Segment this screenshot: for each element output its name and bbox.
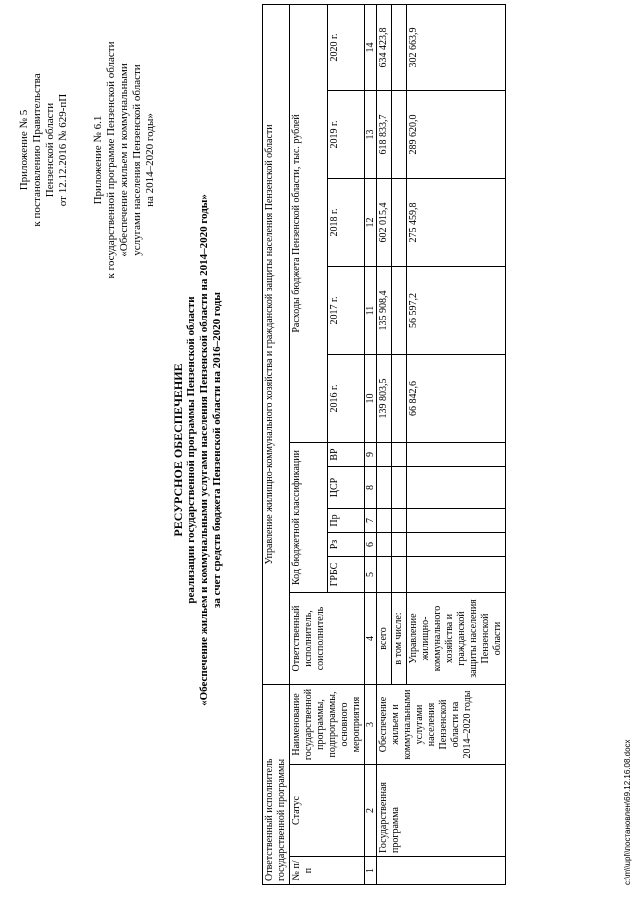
value-cell xyxy=(392,179,407,267)
code-cell xyxy=(377,509,392,533)
code-cell xyxy=(407,533,506,557)
row-executor-total: всего xyxy=(377,593,392,685)
value-2018-department: 275 459,8 xyxy=(407,179,506,267)
column-numbers-row xyxy=(365,4,377,884)
appendix-header xyxy=(18,55,70,245)
sub-appendix-program-years: на 2014–2020 годы» xyxy=(144,113,156,207)
sub-appendix-program-line1: «Обеспечение жильем и коммунальными xyxy=(118,63,130,257)
value-2019-department: 289 620,0 xyxy=(407,91,506,179)
appendix-to: к постановлению Правительства xyxy=(31,73,43,227)
header-year-2020: 2020 г. xyxy=(327,4,365,90)
column-number: 7 xyxy=(365,509,377,533)
header-year-2016: 2016 г. xyxy=(327,355,365,443)
header-year-2018: 2018 г. xyxy=(327,179,365,267)
value-2017-total: 135 908,4 xyxy=(377,267,392,355)
header-executor: Ответственный исполнитель, соисполнитель xyxy=(290,593,365,685)
executor-row xyxy=(263,4,290,884)
file-path-footer: c:\m\\upl\\постановлен\69.12.16.08.docx xyxy=(623,739,632,885)
executor-label: Ответственный исполнитель государственной программы xyxy=(263,685,290,885)
column-number: 8 xyxy=(365,467,377,509)
header-code-vr: ВР xyxy=(327,443,365,467)
row-executor-department: Управление жилищно-коммунального хозяйства и гражданской защиты населения Пензенской области xyxy=(407,593,506,685)
column-number: 14 xyxy=(365,4,377,90)
header-row xyxy=(290,4,328,884)
appendix-date: от 12.12.2016 № 629-пП xyxy=(57,93,69,207)
table-row xyxy=(377,4,392,884)
code-cell xyxy=(407,467,506,509)
row-executor-including: в том числе: xyxy=(392,593,407,685)
column-number: 5 xyxy=(365,557,377,593)
sub-appendix-header xyxy=(92,25,157,295)
appendix-region: Пензенской области xyxy=(44,102,56,198)
header-code-grbs: ГРБС xyxy=(327,557,365,593)
column-number: 6 xyxy=(365,533,377,557)
code-cell xyxy=(392,509,407,533)
code-cell xyxy=(392,467,407,509)
sub-appendix-number: Приложение № 6.1 xyxy=(92,115,104,205)
value-cell xyxy=(392,267,407,355)
title-subtitle: реализации государственной программы Пензенской области xyxy=(185,296,197,604)
code-cell xyxy=(377,467,392,509)
code-cell xyxy=(407,443,506,467)
code-cell xyxy=(377,443,392,467)
resource-table xyxy=(262,4,506,885)
code-cell xyxy=(392,443,407,467)
header-name: Наименование государственной программы, подпрограммы, основного мероприятия xyxy=(290,685,365,765)
column-number: 4 xyxy=(365,593,377,685)
code-cell xyxy=(407,557,506,593)
value-2018-total: 602 015,4 xyxy=(377,179,392,267)
executor-value: Управление жилищно-коммунального хозяйства и гражданской защиты населения Пензенской области xyxy=(263,4,290,684)
value-2017-department: 56 597,2 xyxy=(407,267,506,355)
value-2016-total: 139 803,5 xyxy=(377,355,392,443)
row-status: Государственная программа xyxy=(377,765,506,857)
code-cell xyxy=(377,557,392,593)
value-cell xyxy=(392,4,407,90)
sub-appendix-program-line2: услугами населения Пензенской области xyxy=(131,64,143,256)
column-number: 1 xyxy=(365,857,377,885)
row-program-name: Обеспечение жильем и коммунальными услугами населения Пензенской области на 2014–2020 годы xyxy=(377,685,506,765)
header-num: № п/п xyxy=(290,857,365,885)
column-number: 11 xyxy=(365,267,377,355)
value-cell xyxy=(392,355,407,443)
title-program-name: «Обеспечение жильем и коммунальными услугами населения Пензенской области на 2014–2020 годы» xyxy=(198,194,210,706)
column-number: 9 xyxy=(365,443,377,467)
value-cell xyxy=(392,91,407,179)
code-cell xyxy=(392,557,407,593)
title-main: РЕСУРСНОЕ ОБЕСПЕЧЕНИЕ xyxy=(171,363,185,537)
column-number: 3 xyxy=(365,685,377,765)
header-budget-code: Код бюджетной классификации xyxy=(290,443,328,593)
column-number: 12 xyxy=(365,179,377,267)
document-title xyxy=(172,55,224,845)
value-2020-total: 634 423,8 xyxy=(377,4,392,90)
value-2019-total: 618 833,7 xyxy=(377,91,392,179)
header-expenses: Расходы бюджета Пензенской области, тыс. рублей xyxy=(290,4,328,442)
header-code-csr: ЦСР xyxy=(327,467,365,509)
header-code-rz: Рз xyxy=(327,533,365,557)
code-cell xyxy=(407,509,506,533)
appendix-number: Приложение № 5 xyxy=(18,109,30,191)
title-budget-source: за счет средств бюджета Пензенской области на 2016–2020 годы xyxy=(211,292,223,608)
header-year-2019: 2019 г. xyxy=(327,91,365,179)
row-num-cell xyxy=(377,857,506,885)
header-status: Статус xyxy=(290,765,365,857)
value-2016-department: 66 842,6 xyxy=(407,355,506,443)
code-cell xyxy=(377,533,392,557)
column-number: 10 xyxy=(365,355,377,443)
value-2020-department: 302 663,9 xyxy=(407,4,506,90)
column-number: 2 xyxy=(365,765,377,857)
code-cell xyxy=(392,533,407,557)
sub-appendix-to: к государственной программе Пензенской области xyxy=(105,41,117,279)
column-number: 13 xyxy=(365,91,377,179)
header-year-2017: 2017 г. xyxy=(327,267,365,355)
header-code-pr: Пр xyxy=(327,509,365,533)
